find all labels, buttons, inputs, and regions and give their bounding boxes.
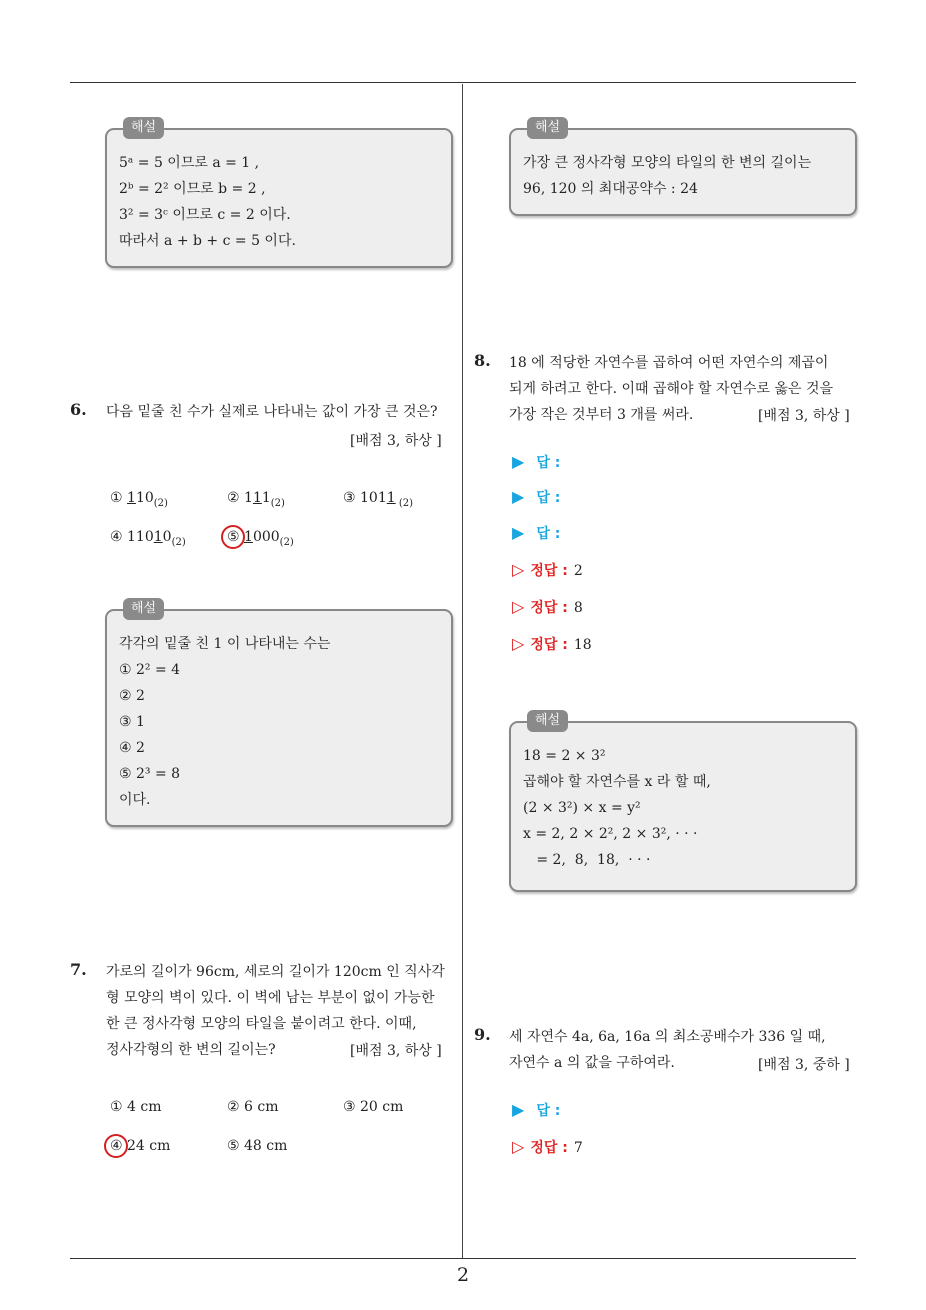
solution-tag: 해설 [123, 598, 164, 620]
question-number-7: 7. [70, 960, 87, 979]
answer-field[interactable]: ▶ 답 : [512, 523, 561, 542]
choice-q7-1[interactable]: ① 4 cm [110, 1099, 162, 1115]
solution-line: 3² = 3ᶜ 이므로 c = 2 이다. [119, 207, 291, 223]
answer-field[interactable]: ▶ 답 : [512, 487, 561, 506]
solution-line: 각각의 밑줄 친 1 이 나타내는 수는 [119, 636, 331, 652]
solution-tag: 해설 [527, 117, 568, 139]
score-q7: [배점 3, 하상 ] [350, 1043, 442, 1059]
choice-q6-5[interactable]: ⑤ $1000_{(2)}$ [227, 529, 294, 548]
choice-q6-1[interactable]: ① $110_{(2)}$ [110, 490, 168, 509]
solution-line: 따라서 a + b + c = 5 이다. [119, 233, 296, 249]
answer-field[interactable]: ▶ 답 : [512, 1100, 561, 1119]
solution-line: (2 × 3²) × x = y² [523, 800, 641, 816]
score-q9: [배점 3, 중하 ] [758, 1057, 850, 1073]
solution-line: ① 2² = 4 [119, 662, 181, 678]
question-number-9: 9. [474, 1025, 491, 1044]
choice-q6-4[interactable]: ④ $11010_{(2)}$ [110, 529, 186, 548]
solution-line: ⑤ 2³ = 8 [119, 766, 181, 782]
solution-box-q5 [105, 120, 453, 268]
choice-q7-4[interactable]: ④ 24 cm [110, 1138, 171, 1154]
correct-answer: ▷ 정답 : 2 [512, 560, 583, 579]
question-number-8: 8. [474, 351, 491, 370]
score-q6: [배점 3, 하상 ] [350, 433, 442, 449]
question-text-7: 가로의 길이가 96cm, 세로의 길이가 120cm 인 직사각 형 모양의 벽이 있다. 이 벽에 남는 부분이 없이 가능한 한 큰 정사각형 모양의 타일을 붙이려고 한다. 이때, 정사각형의 한 변의 길이는? [106, 964, 445, 1058]
score-q8: [배점 3, 하상 ] [758, 408, 850, 424]
solution-line: 96, 120 의 최대공약수 : 24 [523, 181, 698, 197]
solution-line: 2ᵇ = 2² 이므로 b = 2 , [119, 181, 266, 197]
solution-box-q6 [105, 601, 453, 827]
solution-line: ③ 1 [119, 714, 145, 730]
answer-field[interactable]: ▶ 답 : [512, 452, 561, 471]
question-number-6: 6. [70, 400, 87, 419]
question-text-9: 세 자연수 4a, 6a, 16a 의 최소공배수가 336 일 때, 자연수 a 의 값을 구하여라. [509, 1029, 826, 1071]
correct-answer: ▷ 정답 : 7 [512, 1137, 583, 1156]
correct-answer: ▷ 정답 : 8 [512, 597, 583, 616]
solution-box-q8 [509, 713, 857, 892]
correct-answer: ▷ 정답 : 18 [512, 634, 592, 653]
choice-q6-3[interactable]: ③ 1011 $_{(2)}$ [343, 490, 414, 509]
top-rule [70, 82, 856, 83]
solution-line: 가장 큰 정사각형 모양의 타일의 한 변의 길이는 [523, 155, 812, 171]
solution-tag: 해설 [527, 710, 568, 732]
page-number: 2 [456, 1264, 470, 1286]
solution-tag: 해설 [123, 117, 164, 139]
choice-q7-2[interactable]: ② 6 cm [227, 1099, 279, 1115]
question-text-8: 18 에 적당한 자연수를 곱하여 어떤 자연수의 제곱이 되게 하려고 한다. 이때 곱해야 할 자연수로 옳은 것을 가장 작은 것부터 3 개를 써라. [509, 355, 834, 423]
solution-line: x = 2, 2 × 2², 2 × 3², · · · [523, 826, 698, 842]
choice-q6-2[interactable]: ② $111_{(2)}$ [227, 490, 285, 509]
solution-line: 18 = 2 × 3² [523, 748, 606, 764]
solution-line: 이다. [119, 792, 151, 808]
solution-line: 곱해야 할 자연수를 x 라 할 때, [523, 774, 711, 790]
solution-line: = 2, 8, 18, · · · [523, 852, 651, 868]
bottom-rule [70, 1258, 856, 1259]
solution-line: ④ 2 [119, 740, 145, 756]
choice-q7-3[interactable]: ③ 20 cm [343, 1099, 404, 1115]
column-divider [462, 84, 463, 1258]
solution-line: 5ᵃ = 5 이므로 a = 1 , [119, 155, 260, 171]
solution-line: ② 2 [119, 688, 145, 704]
solution-box-q7 [509, 120, 857, 216]
question-text-6: 다음 밑줄 친 수가 실제로 나타내는 값이 가장 큰 것은? [106, 404, 438, 420]
choice-q7-5[interactable]: ⑤ 48 cm [227, 1138, 288, 1154]
